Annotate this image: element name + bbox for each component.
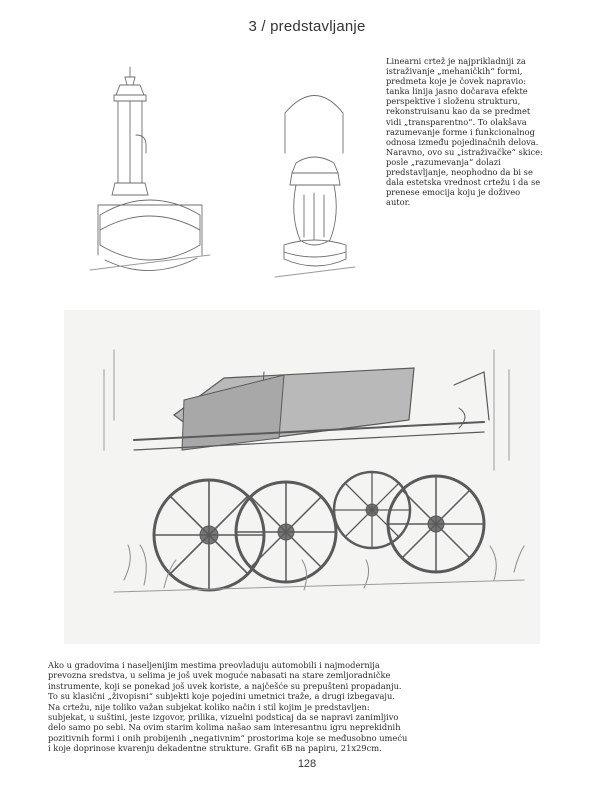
caption-text-block — [48, 660, 408, 754]
chapter-heading: 3 / predstavljanje — [248, 18, 366, 35]
caption-paragraph: Ako u gradovima i naseljenijim mestima preovladuju automobili i najmodernija prevozna sredstva, u selima je još uvek moguće nabasati na stare zemljoradničke instrumente, koji se ponekad još uvek koriste, a najčešće su prepušteni propadanju. To su klasični „živopisni“ subjekti koje pojedini umetnici traže, a drugi izbegavaju. Na crtežu, nije toliko važan subjekat koliko način i stil kojim je predstavljen: subjekat, u suštini, jeste izgovor, prilika, vizuelni podsticaj da se napravi zanimljivo delo samo po sebi. Na ovim starim kolima našao sam interesantnu igru neprekidnih pozitivnih formi i onih probijenih „negativnim“ prostorima koje se međusobno umeću i koje doprinose kvarenju dekadentne strukture. Grafit 6B na papiru, 21x29cm. — [48, 660, 408, 754]
sidebar-paragraph: Linearni crtež je najprikladniji za istraživanje „mehaničkih“ formi, predmeta koje je čovek napravio: tanka linija jasno dočarava efekte perspektive i složenu strukturu, rekonstruisanu kao da se predmet vidi „transparentno“. To olakšava razumevanje forme i funkcionalnog odnosa između pojedinačnih delova. Naravno, ovo su „istraživačke“ skice: posle „razumevanja“ dolazi predstavljanje, neophodno da bi se dala estetska vrednost crtežu i da se prenese emocija koju je doživeo autor. — [386, 56, 543, 208]
fountain-and-lantern-sketch — [70, 55, 370, 300]
wooden-cart-illustration — [64, 310, 540, 644]
page-number: 128 — [297, 758, 317, 770]
sidebar-text-block — [386, 56, 546, 207]
sketch-figures — [70, 55, 370, 300]
cart-drawing-plate — [64, 310, 540, 644]
